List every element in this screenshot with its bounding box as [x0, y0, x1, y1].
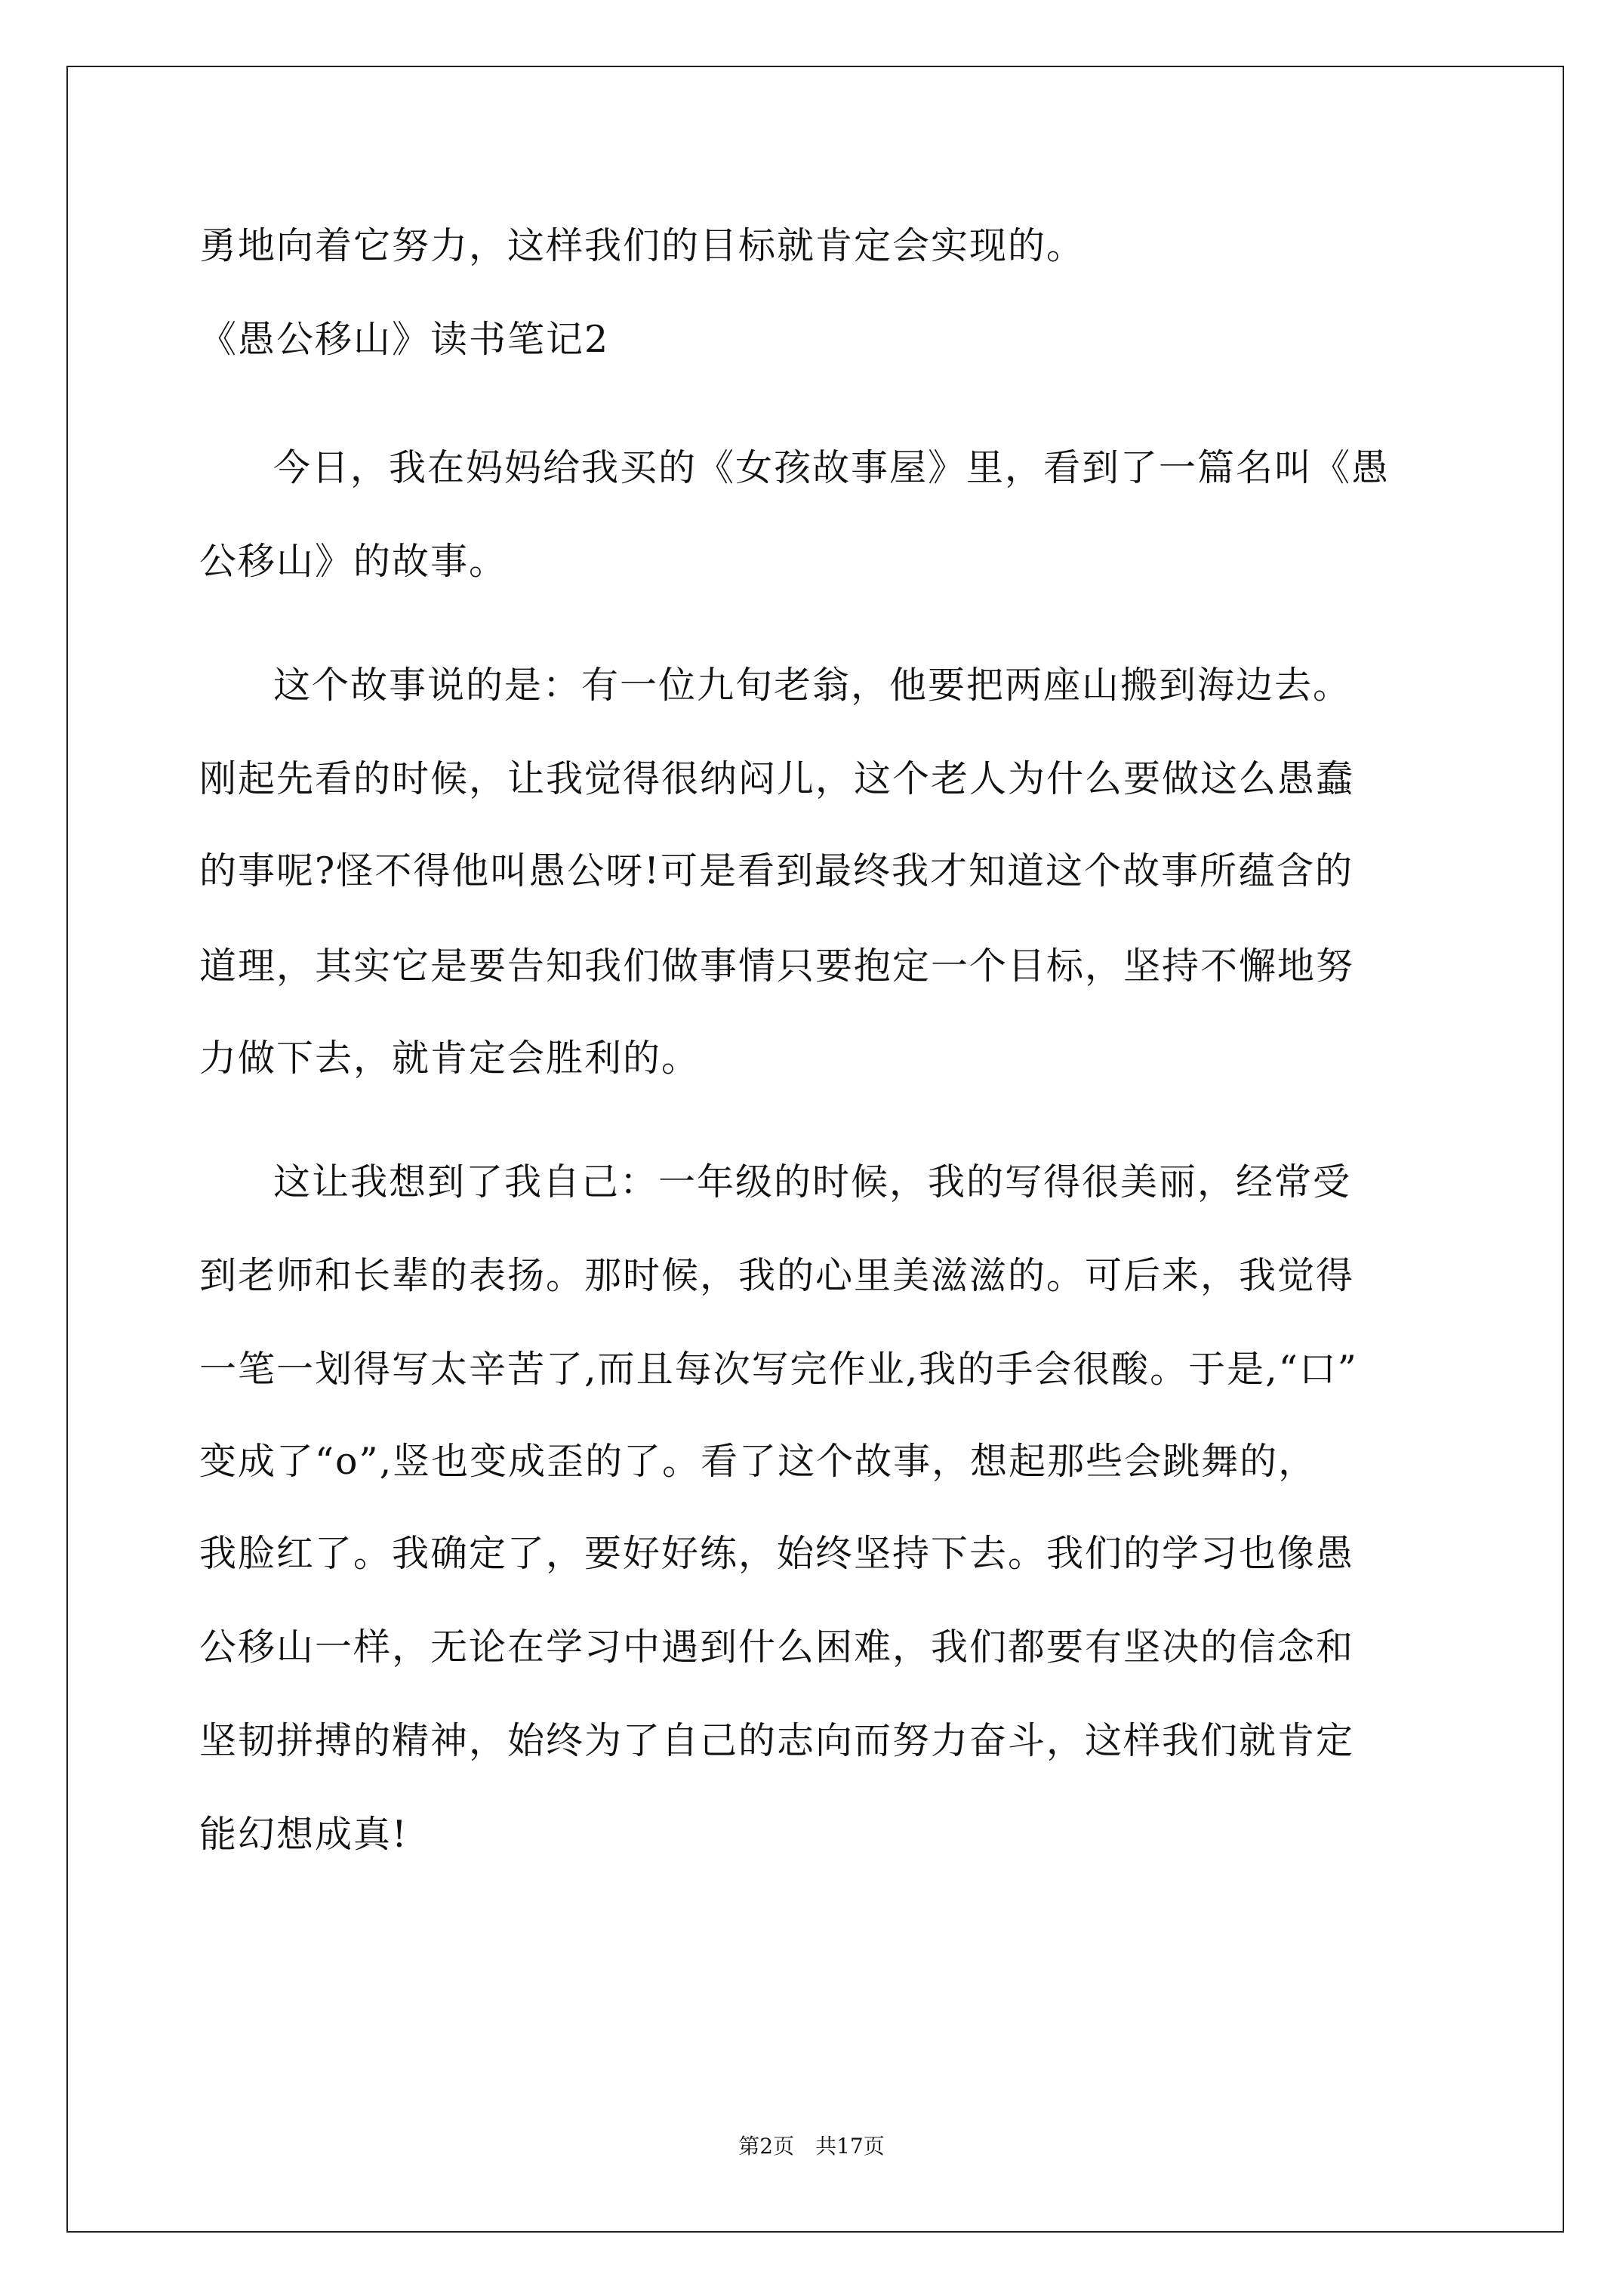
text-line: 公移山》的故事。 [199, 540, 508, 583]
page-footer: 第2页 共17页 [738, 2134, 885, 2159]
text-line: 一笔一划得写太辛苦了,而且每次写完作业,我的手会很酸。于是,“口” [199, 1348, 1358, 1391]
text-line: 公移山一样，无论在学习中遇到什么困难，我们都要有坚决的信念和 [199, 1626, 1355, 1669]
text-line: 勇地向着它努力，这样我们的目标就肯定会实现的。 [199, 224, 1086, 267]
text-line: 的事呢?怪不得他叫愚公呀!可是看到最终我才知道这个故事所蕴含的 [199, 849, 1354, 892]
text-line: 力做下去，就肯定会胜利的。 [199, 1037, 701, 1080]
section-heading: 《愚公移山》读书笔记2 [199, 318, 610, 361]
text-line: 道理，其实它是要告知我们做事情只要抱定一个目标，坚持不懈地努 [199, 945, 1355, 988]
text-line: 这个故事说的是：有一位九旬老翁，他要把两座山搬到海边去。 [273, 664, 1352, 707]
text-line: 这让我想到了我自己：一年级的时候，我的写得很美丽，经常受 [273, 1160, 1352, 1203]
page-border [66, 66, 1564, 2233]
text-line: 能幻想成真! [199, 1813, 408, 1856]
text-line: 今日，我在妈妈给我买的《女孩故事屋》里，看到了一篇名叫《愚 [273, 446, 1390, 489]
text-line: 坚韧拼搏的精神，始终为了自己的志向而努力奋斗，这样我们就肯定 [199, 1719, 1355, 1762]
text-line: 我脸红了。我确定了，要好好练，始终坚持下去。我们的学习也像愚 [199, 1532, 1355, 1575]
text-line: 变成了“o”,竖也变成歪的了。看了这个故事，想起那些会跳舞的， [199, 1440, 1317, 1483]
text-line: 到老师和长辈的表扬。那时候，我的心里美滋滋的。可后来，我觉得 [199, 1254, 1355, 1297]
text-line: 刚起先看的时候，让我觉得很纳闷儿，这个老人为什么要做这么愚蠢 [199, 757, 1355, 800]
